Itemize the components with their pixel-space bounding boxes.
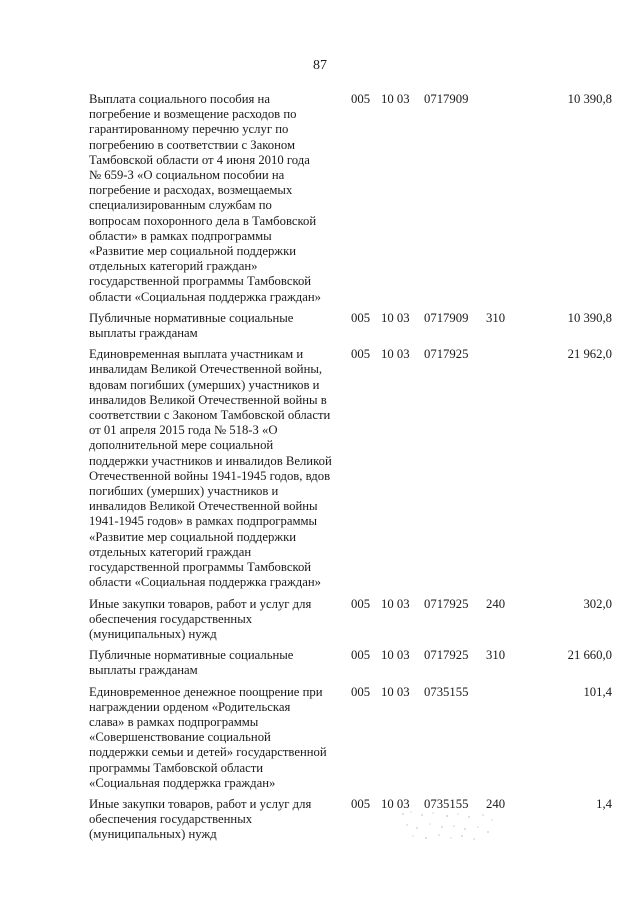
row-gr-code: 005 — [351, 310, 371, 325]
table-row — [89, 597, 612, 649]
description-line: области» в рамках подпрограммы — [89, 228, 272, 243]
row-gr-code: 005 — [351, 684, 371, 699]
row-description — [89, 597, 351, 649]
row-section-code: 10 03 — [381, 796, 410, 811]
row-expense-type: 240 — [486, 596, 506, 611]
table-row — [89, 311, 612, 347]
page-number: 87 — [313, 58, 327, 73]
description-line: слава» в рамках подпрограммы — [89, 714, 259, 729]
row-expense-type — [486, 92, 522, 311]
row-amount: 302,0 — [583, 596, 612, 611]
description-line: погребению в соответствии с Законом — [89, 137, 296, 152]
row-target-code: 0717925 — [424, 648, 469, 663]
table-row — [89, 685, 612, 797]
row-expense-type: 310 — [486, 648, 506, 663]
description-line: поддержки участников и инвалидов Великой — [89, 453, 332, 468]
description-line: области «Социальная поддержка граждан» — [89, 289, 321, 304]
description-line: обеспечения государственных — [89, 611, 253, 626]
description-line: поддержки семьи и детей» государственной — [89, 745, 327, 760]
description-line: гарантированному перечню услуг по — [89, 122, 289, 137]
row-target-code: 0735155 — [424, 796, 469, 811]
description-line: «Совершенствование социальной — [89, 730, 271, 745]
description-line: выплаты гражданам — [89, 326, 198, 341]
table-row — [89, 797, 612, 849]
description-line: Публичные нормативные социальные — [89, 648, 294, 663]
description-line: специализированным службам по — [89, 198, 272, 213]
description-line: погребение и возмещение расходов по — [89, 107, 297, 122]
row-description — [89, 797, 351, 849]
description-line: 1941-1945 годов» в рамках подпрограммы — [89, 514, 318, 529]
description-line: выплаты гражданам — [89, 663, 198, 678]
row-section-code: 10 03 — [381, 596, 410, 611]
row-amount: 1,4 — [596, 796, 612, 811]
description-line: государственной программы Тамбовской — [89, 274, 312, 289]
faint-stamp-mark — [395, 808, 505, 842]
description-line: Отечественной войны 1941-1945 годов, вдов — [89, 468, 331, 483]
row-amount: 101,4 — [583, 684, 612, 699]
row-amount: 21 660,0 — [567, 648, 612, 663]
row-expense-type — [486, 347, 522, 596]
description-line: обеспечения государственных — [89, 812, 253, 827]
description-line: инвалидам Великой Отечественной войны, — [89, 362, 323, 377]
row-description — [89, 648, 351, 684]
row-description — [89, 347, 351, 596]
row-description — [89, 685, 351, 797]
row-section-code: 10 03 — [381, 310, 410, 325]
budget-table — [89, 92, 612, 849]
description-line: (муниципальных) нужд — [89, 626, 217, 641]
description-line: вопросам похоронного дела в Тамбовской — [89, 213, 317, 228]
row-target-code: 0717909 — [424, 310, 469, 325]
description-line: государственной программы Тамбовской — [89, 560, 312, 575]
row-gr-code: 005 — [351, 648, 371, 663]
row-gr-code: 005 — [351, 796, 371, 811]
budget-table-body — [89, 92, 612, 849]
row-amount: 21 962,0 — [567, 347, 612, 362]
row-expense-type — [486, 685, 522, 797]
row-section-code: 10 03 — [381, 92, 410, 106]
description-line: дополнительной мере социальной — [89, 438, 274, 453]
description-line: Единовременное денежное поощрение при — [89, 684, 323, 699]
description-line: Публичные нормативные социальные — [89, 310, 294, 325]
description-line: программы Тамбовской области — [89, 760, 264, 775]
table-row — [89, 648, 612, 684]
description-line: «Развитие мер социальной поддержки — [89, 529, 297, 544]
description-line: инвалидов Великой Отечественной войны в — [89, 392, 327, 407]
row-target-code: 0717925 — [424, 596, 469, 611]
row-section-code: 10 03 — [381, 347, 410, 362]
row-amount: 10 390,8 — [567, 310, 612, 325]
row-gr-code: 005 — [351, 92, 371, 106]
table-row — [89, 92, 612, 311]
description-line: погребение и расходах, возмещаемых — [89, 183, 293, 198]
row-expense-type: 240 — [486, 796, 506, 811]
description-line: отдельных категорий граждан — [89, 544, 252, 559]
description-line: № 659-З «О социальном пособии на — [89, 168, 285, 183]
description-line: «Развитие мер социальной поддержки — [89, 244, 297, 259]
description-line: соответствии с Законом Тамбовской области — [89, 408, 331, 423]
description-line: «Социальная поддержка граждан» — [89, 775, 276, 790]
description-line: инвалидов Великой Отечественной войны — [89, 499, 318, 514]
description-line: области «Социальная поддержка граждан» — [89, 575, 321, 590]
description-line: награждении орденом «Родительская — [89, 699, 291, 714]
row-gr-code: 005 — [351, 347, 371, 362]
row-gr-code: 005 — [351, 596, 371, 611]
description-line: Иные закупки товаров, работ и услуг для — [89, 796, 312, 811]
row-target-code: 0717909 — [424, 92, 469, 106]
description-line: Иные закупки товаров, работ и услуг для — [89, 596, 312, 611]
description-line: (муниципальных) нужд — [89, 827, 217, 842]
description-line: Единовременная выплата участникам и — [89, 347, 304, 362]
row-section-code: 10 03 — [381, 648, 410, 663]
row-description — [89, 92, 351, 311]
table-row — [89, 347, 612, 596]
row-target-code: 0717925 — [424, 347, 469, 362]
row-expense-type: 310 — [486, 310, 506, 325]
description-line: вдовам погибших (умерших) участников и — [89, 377, 320, 392]
description-line: Выплата социального пособия на — [89, 92, 270, 106]
row-description — [89, 311, 351, 347]
row-amount: 10 390,8 — [567, 92, 612, 106]
description-line: Тамбовской области от 4 июня 2010 года — [89, 152, 310, 167]
description-line: отдельных категорий граждан» — [89, 259, 258, 274]
row-target-code: 0735155 — [424, 684, 469, 699]
description-line: от 01 апреля 2015 года № 518-З «О — [89, 423, 278, 438]
description-line: погибших (умерших) участников и — [89, 484, 279, 499]
row-section-code: 10 03 — [381, 684, 410, 699]
